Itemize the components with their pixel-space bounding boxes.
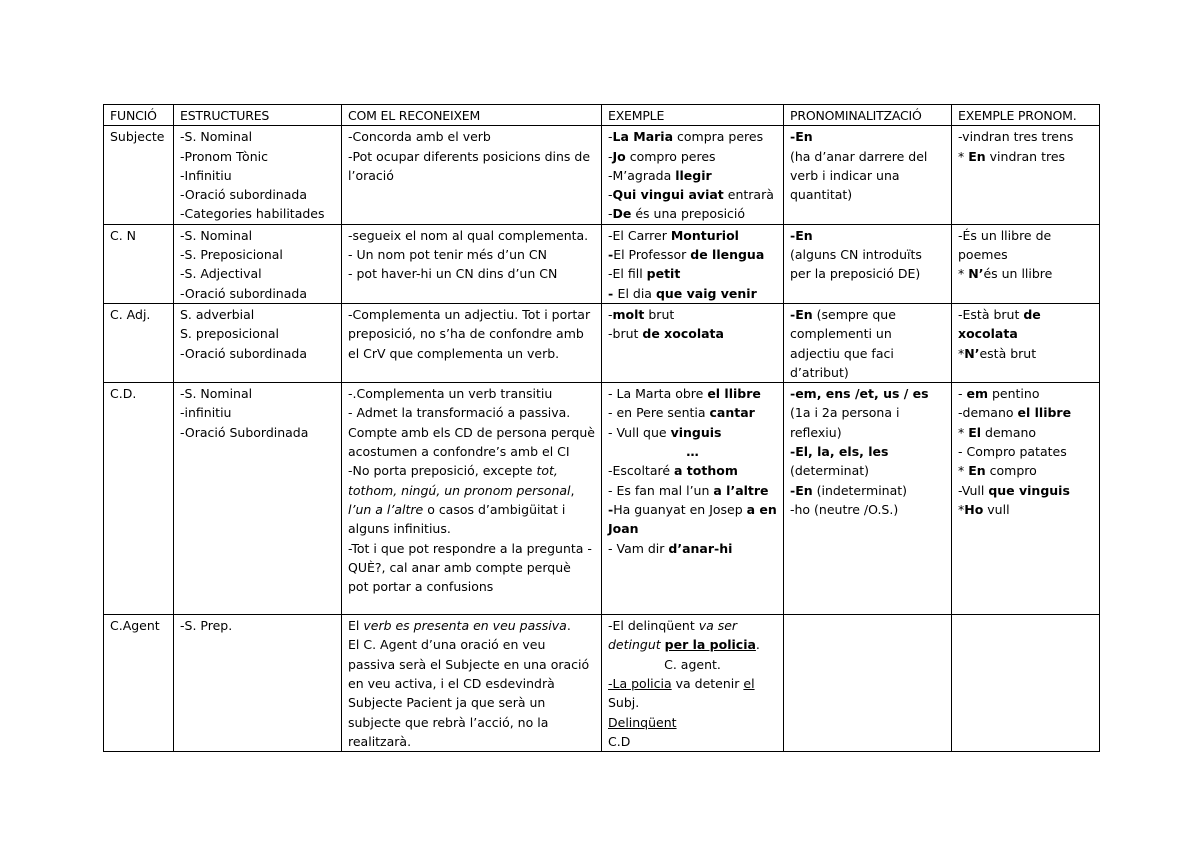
syntax-functions-table — [103, 104, 1100, 752]
exemple-pronom-cell — [952, 615, 1100, 752]
text-run: N’ — [968, 266, 984, 282]
estructures-cell — [174, 126, 342, 224]
exemple-line — [608, 616, 777, 655]
exemple-line — [608, 693, 777, 712]
text-run: Compte amb els CD de persona perquè acostumen a confondre’s amb el CI — [348, 424, 595, 460]
exemple-line — [608, 674, 777, 693]
text-run: - — [790, 482, 796, 498]
exemple-line — [608, 713, 777, 732]
pronom-line — [790, 305, 945, 382]
estructures-line: -S. Nominal — [180, 386, 253, 402]
header-cell: COM EL RECONEIXEM — [342, 105, 602, 126]
text-run: entrarà — [723, 187, 774, 203]
text-run: * — [958, 424, 969, 440]
exemple-cell — [602, 383, 784, 615]
exemple-pronom-line — [958, 127, 1093, 146]
pronom-cell — [784, 615, 952, 752]
text-run: - en Pere sentia — [608, 405, 710, 421]
pronom-line — [790, 442, 945, 461]
text-run: - Compro patates — [958, 444, 1067, 460]
text-run: - — [608, 206, 613, 222]
reconeixem-line: - Un nom pot tenir més d’un CN — [348, 247, 547, 263]
text-run: -Vull — [958, 482, 989, 498]
text-run: em — [966, 386, 988, 402]
pronom-line — [790, 226, 945, 245]
text-run: a tothom — [674, 463, 738, 479]
text-run: (alguns CN introduïts per la preposició DE) — [790, 247, 922, 282]
text-run: d’anar-hi — [668, 540, 733, 556]
estructures-line: -infinitiu — [180, 405, 232, 421]
text-run: Monturiol — [670, 227, 739, 243]
text-run: - Vull que — [608, 424, 671, 440]
exemple-pronom-line — [958, 403, 1093, 422]
funcio-cell: Subjecte — [104, 126, 174, 224]
text-run: -És un llibre de poemes — [958, 227, 1052, 263]
text-run: -En — [790, 227, 813, 243]
estructures-line: -S. Nominal — [180, 129, 253, 145]
exemple-line — [608, 284, 777, 303]
table-row — [104, 126, 1100, 224]
pronom-cell — [784, 383, 952, 615]
text-run: * — [958, 345, 965, 361]
exemple-line — [608, 423, 777, 442]
header-row — [104, 105, 1100, 126]
text-run: va detenir — [671, 676, 744, 692]
text-run: compra peres — [673, 129, 764, 145]
text-run: pentino — [988, 386, 1040, 402]
text-run: -brut — [608, 326, 643, 342]
exemple-line — [608, 732, 777, 751]
pronom-line — [790, 245, 945, 284]
text-run: llegir — [675, 167, 712, 183]
exemple-pronom-cell — [952, 303, 1100, 382]
reconeixem-line — [348, 403, 595, 422]
exemple-pronom-cell — [952, 224, 1100, 303]
text-run: * — [958, 501, 965, 517]
exemple-cell — [602, 224, 784, 303]
exemple-line — [608, 185, 777, 204]
estructures-line: -Oració Subordinada — [180, 424, 309, 440]
text-run: de xocolata — [642, 326, 724, 342]
estructures-line: -S. Nominal — [180, 227, 253, 243]
reconeixem-cell — [342, 383, 602, 615]
text-run: demano — [981, 424, 1037, 440]
text-run: és un llibre — [983, 266, 1053, 282]
text-run: -El, la, els, les — [790, 444, 889, 460]
exemple-cell — [602, 615, 784, 752]
estructures-cell — [174, 303, 342, 382]
text-run: (determinat) — [790, 463, 870, 479]
text-run: El C. Agent d’una oració en veu passiva serà el Subjecte en una oració en veu activa, i el CD esdevindrà Subjecte Pacient ja que serà un subjecte que rebrà l’acció, no la realitzarà. — [348, 637, 590, 749]
text-run: molt — [612, 306, 645, 322]
text-run: compro peres — [625, 148, 716, 164]
text-run: - Es fan mal l’un — [608, 482, 714, 498]
text-run: Ha guanyat en Josep — [613, 501, 747, 517]
text-run: - — [608, 129, 613, 145]
exemple-pronom-line — [958, 481, 1093, 500]
exemple-pronom-line — [958, 423, 1093, 442]
estructures-line: -Oració subordinada — [180, 187, 307, 203]
funcio-cell: C.D. — [104, 383, 174, 615]
text-run: vindran tres — [985, 148, 1066, 164]
text-run: -El Carrer — [608, 227, 671, 243]
reconeixem-cell — [342, 615, 602, 752]
estructures-line: -S. Prep. — [180, 618, 233, 634]
estructures-line: -S. Preposicional — [180, 247, 283, 263]
exemple-pronom-line — [958, 264, 1093, 283]
text-run: - Vam dir — [608, 540, 669, 556]
text-run: . — [755, 637, 760, 653]
exemple-line — [608, 264, 777, 283]
text-run: va ser detingut — [608, 618, 738, 653]
text-run: o casos d’ambigüitat i alguns infinitius. — [348, 501, 566, 537]
header-cell: EXEMPLE PRONOM. — [952, 105, 1100, 126]
text-run: (ha d’anar darrere del verb i indicar una quantitat) — [790, 148, 928, 203]
text-run: -En — [790, 129, 813, 145]
exemple-line — [608, 655, 777, 674]
exemple-line — [608, 442, 777, 461]
text-run: per la policia — [664, 637, 756, 653]
pronom-line — [790, 147, 945, 205]
exemple-line — [608, 384, 777, 403]
text-run: (indeterminat) — [812, 482, 908, 498]
reconeixem-line: -Complementa un adjectiu. Tot i portar preposició, no s’ha de confondre amb el CrV que complementa un verb. — [348, 306, 591, 361]
pronom-line — [790, 384, 945, 403]
text-run: Ho — [964, 501, 984, 517]
text-run: el llibre — [707, 386, 761, 402]
funcio-cell: C. Adj. — [104, 303, 174, 382]
pronom-cell — [784, 224, 952, 303]
text-run: de llengua — [690, 247, 765, 263]
text-run: , — [570, 482, 575, 498]
text-run: Delinqüent — [608, 714, 677, 730]
text-run: C. agent. — [664, 656, 721, 672]
text-run: és una preposició — [631, 206, 746, 222]
table-body — [104, 126, 1100, 752]
exemple-line — [608, 204, 777, 223]
text-run: - — [608, 306, 613, 322]
reconeixem-line: -Pot ocupar diferents posicions dins de l’oració — [348, 148, 591, 183]
reconeixem-cell — [342, 224, 602, 303]
text-run: el llibre — [1017, 405, 1072, 421]
exemple-line — [608, 461, 777, 480]
text-run: -.Complementa un verb transitiu — [348, 386, 553, 402]
text-run: El — [348, 618, 364, 634]
text-run: -em, ens /et, us / es — [790, 386, 929, 402]
text-run: -El fill — [608, 266, 647, 282]
text-run: N’ — [964, 345, 980, 361]
reconeixem-line — [348, 539, 595, 597]
funcio-cell: C.Agent — [104, 615, 174, 752]
exemple-line — [608, 127, 777, 146]
exemple-line — [608, 324, 777, 343]
estructures-cell — [174, 615, 342, 752]
estructures-line: -Pronom Tònic — [180, 148, 268, 164]
text-run: -En — [790, 306, 813, 322]
table-row — [104, 224, 1100, 303]
text-run: -Tot i que pot respondre a la pregunta -QUÈ?, cal anar amb compte perquè pot portar a confusions — [348, 540, 592, 595]
exemple-line — [608, 245, 777, 264]
reconeixem-line: -Concorda amb el verb — [348, 129, 491, 145]
pronom-line — [790, 500, 945, 519]
text-run: El — [968, 424, 982, 440]
header-cell: EXEMPLE — [602, 105, 784, 126]
header-cell: FUNCIÓ — [104, 105, 174, 126]
funcio-cell: C. N — [104, 224, 174, 303]
pronom-line — [790, 481, 945, 500]
text-run: (1a i 2a persona i reflexiu) — [790, 405, 900, 440]
reconeixem-cell — [342, 303, 602, 382]
exemple-line — [608, 147, 777, 166]
text-run: En — [968, 148, 986, 164]
table-row — [104, 303, 1100, 382]
exemple-line — [608, 403, 777, 422]
exemple-pronom-cell — [952, 126, 1100, 224]
text-run: el — [743, 676, 755, 692]
text-run: petit — [646, 266, 681, 282]
text-run: - — [608, 285, 618, 301]
exemple-cell — [602, 303, 784, 382]
text-run: brut — [644, 306, 675, 322]
exemple-pronom-line — [958, 147, 1093, 166]
text-run: -Escoltaré — [608, 463, 675, 479]
estructures-line: S. preposicional — [180, 326, 279, 342]
text-run: (sempre que complementi un adjectiu que faci d’atribut) — [790, 306, 896, 380]
text-run: * — [958, 148, 969, 164]
reconeixem-line — [348, 616, 595, 635]
exemple-line — [608, 481, 777, 500]
estructures-line: -Categories habilitades — [180, 206, 325, 222]
text-run: El dia — [617, 285, 656, 301]
text-run: - Admet la transformació a passiva. — [348, 405, 571, 421]
estructures-cell — [174, 383, 342, 615]
text-run: -demano — [958, 405, 1018, 421]
reconeixem-line — [348, 461, 595, 538]
text-run: vinguis — [670, 424, 722, 440]
estructures-line: -Infinitiu — [180, 167, 232, 183]
estructures-cell — [174, 224, 342, 303]
text-run: de xocolata — [958, 306, 1041, 342]
exemple-pronom-line — [958, 305, 1093, 344]
text-run: * — [958, 266, 969, 282]
text-run: l’un a l’altre — [348, 501, 424, 517]
reconeixem-cell — [342, 126, 602, 224]
text-run: -M’agrada — [608, 167, 676, 183]
text-run: … — [686, 444, 699, 460]
text-run: que vinguis — [988, 482, 1070, 498]
text-run: * — [958, 463, 969, 479]
text-run: -vindran tres trens — [958, 129, 1074, 145]
text-run: En — [968, 463, 986, 479]
exemple-pronom-line — [958, 226, 1093, 265]
text-run: - — [608, 148, 613, 164]
text-run: Qui vingui aviat — [612, 187, 724, 203]
table-row — [104, 615, 1100, 752]
text-run: - — [608, 187, 613, 203]
exemple-line — [608, 226, 777, 245]
text-run: -El delinqüent — [608, 618, 699, 634]
pronom-line — [790, 127, 945, 146]
text-run: tot, tothom, ningú, un pronom personal — [348, 463, 571, 498]
text-run: - — [608, 247, 614, 263]
exemple-pronom-line — [958, 500, 1093, 519]
pronom-cell — [784, 126, 952, 224]
text-run: a l’altre — [713, 482, 769, 498]
text-run: C.D — [608, 733, 631, 749]
exemple-line — [608, 539, 777, 558]
table-row — [104, 383, 1100, 615]
estructures-line: -Oració subordinada — [180, 285, 307, 301]
text-run: cantar — [709, 405, 755, 421]
text-run: vull — [983, 501, 1010, 517]
exemple-cell — [602, 126, 784, 224]
reconeixem-line — [348, 423, 595, 462]
text-run: que vaig venir — [655, 285, 757, 301]
text-run: - — [958, 386, 967, 402]
exemple-pronom-line — [958, 461, 1093, 480]
text-run: Jo — [612, 148, 626, 164]
pronom-cell — [784, 303, 952, 382]
exemple-pronom-line — [958, 442, 1093, 461]
text-run: -Està brut — [958, 306, 1024, 322]
exemple-pronom-line — [958, 384, 1093, 403]
header-cell: PRONOMINALITZACIÓ — [784, 105, 952, 126]
text-run: De — [612, 206, 632, 222]
reconeixem-line — [348, 384, 595, 403]
reconeixem-line: - pot haver-hi un CN dins d’un CN — [348, 266, 558, 282]
exemple-pronom-line — [958, 344, 1093, 363]
reconeixem-line — [348, 635, 595, 751]
text-run: compro — [985, 463, 1037, 479]
text-run: - — [608, 501, 614, 517]
text-run: La Maria — [612, 129, 674, 145]
exemple-line — [608, 305, 777, 324]
text-run: a en Joan — [608, 501, 777, 537]
text-run: Subj. — [608, 695, 640, 711]
exemple-line — [608, 500, 777, 539]
estructures-line: S. adverbial — [180, 306, 255, 322]
header-cell: ESTRUCTURES — [174, 105, 342, 126]
exemple-line — [608, 166, 777, 185]
pronom-line — [790, 461, 945, 480]
text-run: -La policia — [608, 676, 672, 692]
text-run: verb es presenta en veu passiva — [363, 618, 567, 634]
text-run: El Professor — [613, 247, 691, 263]
text-run: -ho (neutre /O.S.) — [790, 501, 899, 517]
text-run: En — [795, 482, 813, 498]
estructures-line: -S. Adjectival — [180, 266, 262, 282]
exemple-pronom-cell — [952, 383, 1100, 615]
text-run: - La Marta obre — [608, 386, 708, 402]
text-run: -No porta preposició, excepte — [348, 463, 537, 479]
pronom-line — [790, 403, 945, 442]
text-run: . — [566, 618, 571, 634]
text-run: està brut — [979, 345, 1037, 361]
reconeixem-line: -segueix el nom al qual complementa. — [348, 227, 589, 243]
estructures-line: -Oració subordinada — [180, 345, 307, 361]
